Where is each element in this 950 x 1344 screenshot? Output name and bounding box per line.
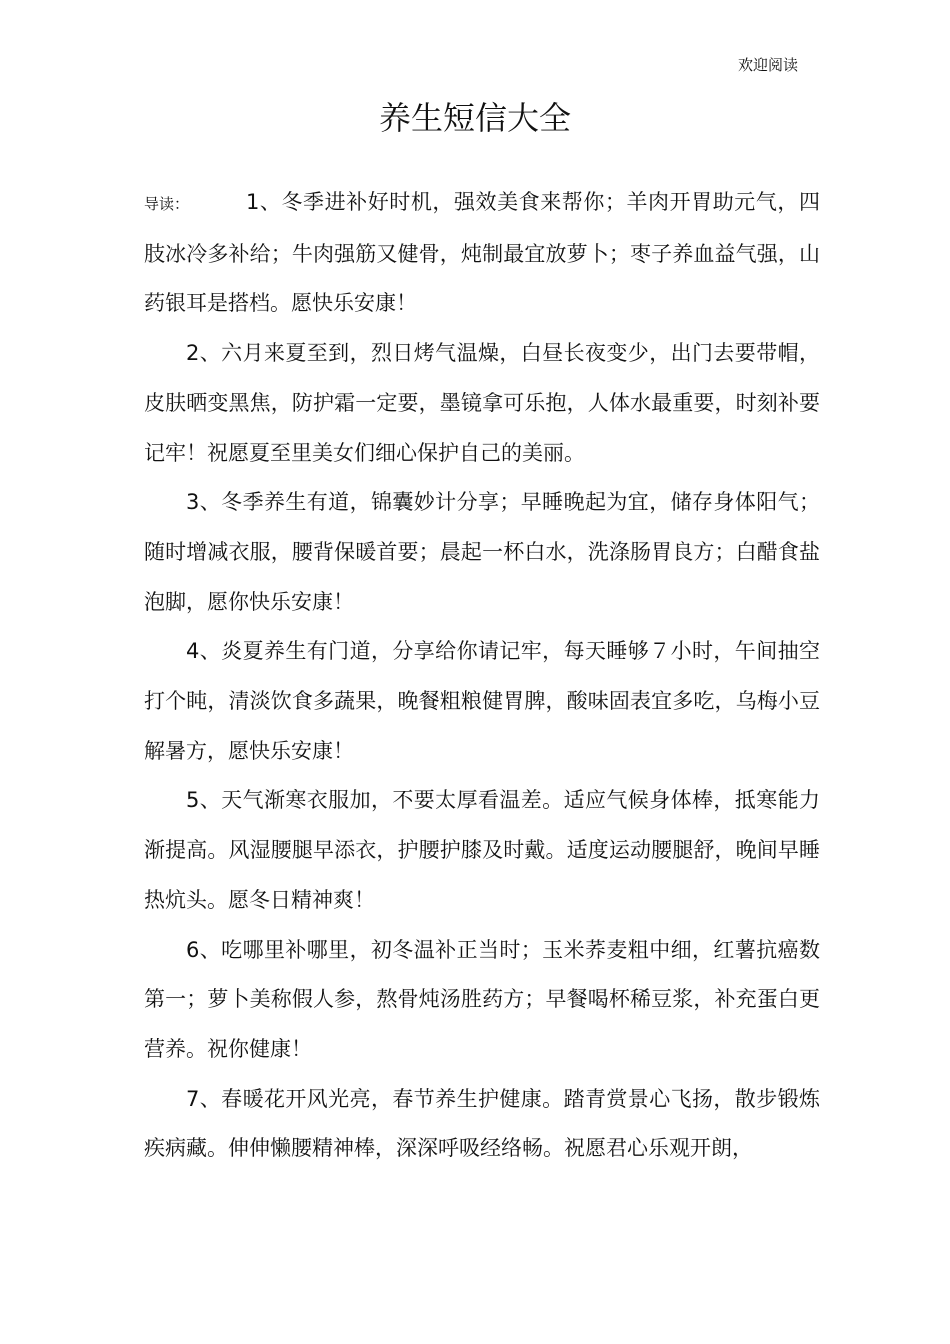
paragraph-6: 6、吃哪里补哪里，初冬温补正当时；玉米荞麦粗中细，红薯抗癌数第一；萝卜美称假人参，熬骨炖汤胜药方；早餐喝杯稀豆浆，补充蛋白更营养。祝你健康！ xyxy=(144,937,820,1061)
paragraph-7: 7、春暖花开风光亮，春节养生护健康。踏青赏景心飞扬，散步锻炼疾病藏。伸伸懒腰精神棒，深深呼吸经络畅。祝愿君心乐观开朗， xyxy=(144,1086,820,1161)
paragraph-5: 5、天气渐寒衣服加，不要太厚看温差。适应气候身体棒，抵寒能力渐提高。风湿腰腿早添衣，护腰护膝及时戴。适度运动腰腿舒，晚间早睡热炕头。愿冬日精神爽！ xyxy=(144,788,820,912)
paragraph-1 xyxy=(144,178,820,329)
paragraph-4: 4、炎夏养生有门道，分享给你请记牢，每天睡够７小时，午间抽空打个盹，清淡饮食多蔬果，晚餐粗粮健胃脾，酸味固表宜多吃，乌梅小豆解暑方，愿快乐安康！ xyxy=(144,639,820,763)
document-title: 养生短信大全 xyxy=(378,99,571,137)
paragraph-2: 2、六月来夏至到，烈日烤气温燥，白昼长夜变少，出门去要带帽，皮肤晒变黑焦，防护霜一定要，墨镜拿可乐抱，人体水最重要，时刻补要记牢！祝愿夏至里美女们细心保护自己的美丽。 xyxy=(144,341,820,465)
paragraph-text: 1、冬季进补好时机，强效美食来帮你；羊肉开胃助元气，四肢冰冷多补给；牛肉强筋又健骨，炖制最宜放萝卜；枣子养血益气强，山药银耳是搭档。愿快乐安康！ xyxy=(144,190,820,316)
document-body xyxy=(144,178,820,1174)
header-note: 欢迎阅读 xyxy=(737,56,798,74)
intro-label: 导读： xyxy=(144,195,190,213)
paragraph-3: 3、冬季养生有道，锦囊妙计分享；早睡晚起为宜，储存身体阳气；随时增减衣服，腰背保暖首要；晨起一杯白水，洗涤肠胃良方；白醋食盐泡脚，愿你快乐安康！ xyxy=(144,490,820,614)
